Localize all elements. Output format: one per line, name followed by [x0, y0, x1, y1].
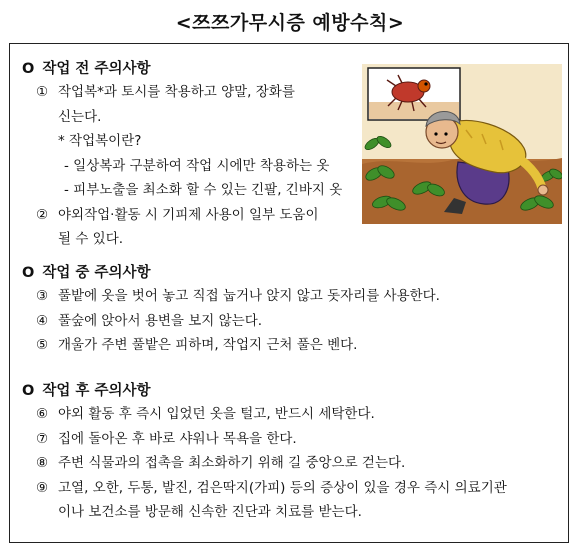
section-after-work	[22, 380, 507, 525]
page-title: <쯔쯔가무시증 예방수칙>	[175, 12, 405, 34]
section-heading-text: 작업 전 주의사항	[42, 61, 151, 77]
item-number: ⑤	[36, 337, 49, 353]
note-subitem: - 일상복과 구분하여 작업 시에만 착용하는 옷	[64, 157, 330, 174]
item-text: 풀숲에 앉아서 용변을 보지 않는다.	[58, 312, 263, 329]
circle-marker: O	[22, 61, 35, 77]
item-number: ⑦	[36, 430, 49, 447]
item-text: 집에 돌아온 후 바로 샤워나 목욕을 한다.	[58, 430, 297, 447]
list-item	[22, 451, 507, 476]
section-heading-text: 작업 중 주의사항	[42, 265, 151, 281]
section-during-work	[22, 262, 440, 358]
section-heading	[22, 380, 507, 402]
list-item-continued: 이나 보건소를 방문해 신속한 진단과 치료를 받는다.	[58, 504, 362, 520]
item-number: ⑥	[36, 406, 49, 422]
item-text: 풀밭에 옷을 벗어 놓고 직접 눕거나 앉지 않고 돗자리를 사용한다.	[58, 288, 440, 304]
section-heading	[22, 58, 342, 80]
list-item	[22, 284, 440, 309]
farmer-illustration	[362, 64, 562, 224]
item-number: ③	[36, 288, 49, 304]
circle-marker: O	[22, 383, 35, 399]
note-subitem: - 피부노출을 최소화 할 수 있는 긴팔, 긴바지 옷	[64, 182, 343, 198]
note-heading: * 작업복이란?	[58, 133, 142, 149]
list-item	[22, 80, 342, 105]
item-number: ①	[36, 84, 49, 100]
item-text: 야외 활동 후 즉시 입었던 옷을 털고, 반드시 세탁한다.	[58, 406, 375, 422]
section-heading	[22, 262, 440, 284]
list-item	[22, 476, 507, 501]
rules-box	[9, 43, 569, 543]
circle-marker: O	[22, 265, 35, 281]
item-number: ⑨	[36, 479, 49, 496]
item-text: 개울가 주변 풀밭은 피하며, 작업지 근처 풀은 벤다.	[58, 337, 358, 353]
list-item	[22, 402, 507, 427]
item-number: ④	[36, 312, 49, 329]
list-item	[22, 427, 507, 452]
list-item-continued: 될 수 있다.	[58, 231, 124, 247]
item-number: ⑧	[36, 455, 49, 471]
item-text: 주변 식물과의 접촉을 최소화하기 위해 길 중앙으로 걷는다.	[58, 455, 406, 471]
list-item	[22, 333, 440, 358]
list-item-continued: 신는다.	[58, 108, 102, 125]
list-item	[22, 309, 440, 334]
item-text: 야외작업·활동 시 기피제 사용이 일부 도움이	[58, 206, 319, 223]
item-number: ②	[36, 206, 49, 223]
list-item	[22, 203, 342, 228]
section-heading-text: 작업 후 주의사항	[42, 383, 151, 399]
item-text: 고열, 오한, 두통, 발진, 검은딱지(가피) 등의 증상이 있을 경우 즉시 의료기관	[58, 479, 507, 496]
item-text: 작업복*과 토시를 착용하고 양말, 장화를	[58, 84, 295, 100]
section-before-work	[22, 58, 342, 252]
